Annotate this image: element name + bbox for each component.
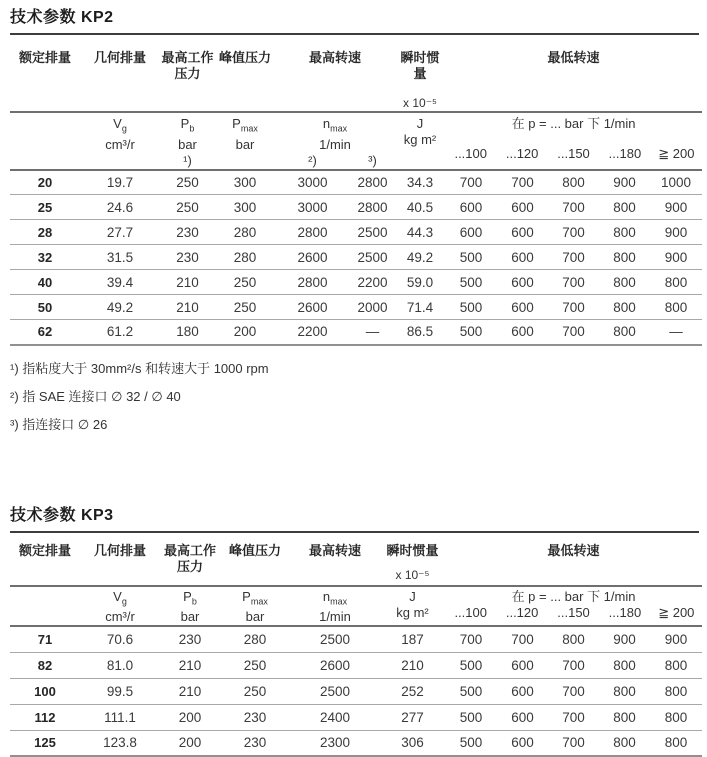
col-header-max-working-pressure: 最高工作 压力 xyxy=(160,533,220,586)
speed-col-200: ≧ 200 xyxy=(658,604,695,620)
col-header-min-speed: 最低转速 xyxy=(445,533,702,586)
col-header-peak-pressure: 峰值压力 xyxy=(215,35,275,112)
value-cell: 700 xyxy=(497,170,548,195)
value-cell: 700 xyxy=(445,626,497,652)
unit-vg: $V_g$ cm³/r xyxy=(80,586,160,627)
table-row xyxy=(10,270,702,295)
value-cell: 210 xyxy=(160,270,215,295)
value-cell: 230 xyxy=(220,704,290,730)
value-cell: 250 xyxy=(220,652,290,678)
inertia-factor: x 10⁻⁵ xyxy=(395,567,430,582)
value-cell: 250 xyxy=(220,678,290,704)
value-cell: 81.0 xyxy=(80,652,160,678)
rated-displacement-cell: 32 xyxy=(10,245,80,270)
rated-displacement-cell: 125 xyxy=(10,730,80,756)
value-cell: 500 xyxy=(445,270,497,295)
value-cell: 700 xyxy=(548,195,599,220)
value-cell: 800 xyxy=(650,270,702,295)
value-cell: — xyxy=(350,320,395,345)
value-cell: 500 xyxy=(445,678,497,704)
col-header-rated-displacement: 额定排量 xyxy=(10,35,80,112)
value-cell: 59.0 xyxy=(395,270,445,295)
col-header-rated-displacement: 额定排量 xyxy=(10,533,80,586)
unit-blank xyxy=(10,112,80,170)
table-row xyxy=(10,704,702,730)
value-cell: 700 xyxy=(548,678,599,704)
value-cell: 800 xyxy=(650,704,702,730)
value-cell: 44.3 xyxy=(395,220,445,245)
value-cell: 2500 xyxy=(350,220,395,245)
unit-nmax: $n_{max}$ 1/min xyxy=(290,586,380,627)
speed-col-100: ...100 xyxy=(454,146,487,161)
value-cell: 2800 xyxy=(275,220,350,245)
value-cell: 2200 xyxy=(275,320,350,345)
value-cell: 210 xyxy=(160,652,220,678)
value-cell: 2500 xyxy=(350,245,395,270)
value-cell: 19.7 xyxy=(80,170,160,195)
value-cell: 230 xyxy=(160,245,215,270)
value-cell: 500 xyxy=(445,730,497,756)
value-cell: 600 xyxy=(497,704,548,730)
kp3-table-body xyxy=(10,626,702,756)
value-cell: 34.3 xyxy=(395,170,445,195)
value-cell: 800 xyxy=(599,295,650,320)
value-cell: 600 xyxy=(445,220,497,245)
value-cell: 900 xyxy=(650,626,702,652)
footnote-mark-2: ²) xyxy=(308,152,317,168)
col-header-geometric-displacement: 几何排量 xyxy=(80,35,160,112)
value-cell: 306 xyxy=(380,730,445,756)
value-cell: 250 xyxy=(215,270,275,295)
value-cell: 200 xyxy=(160,704,220,730)
kp3-table xyxy=(10,533,702,757)
value-cell: 300 xyxy=(215,170,275,195)
value-cell: 500 xyxy=(445,652,497,678)
value-cell: 230 xyxy=(160,220,215,245)
table-row xyxy=(10,652,702,678)
value-cell: 800 xyxy=(650,730,702,756)
rated-displacement-cell: 62 xyxy=(10,320,80,345)
kp2-header-row-2 xyxy=(10,112,702,170)
value-cell: 230 xyxy=(160,626,220,652)
value-cell: 70.6 xyxy=(80,626,160,652)
col-header-min-speed: 最低转速 xyxy=(445,35,702,112)
rated-displacement-cell: 20 xyxy=(10,170,80,195)
value-cell: 800 xyxy=(599,320,650,345)
value-cell: 2800 xyxy=(350,195,395,220)
value-cell: 252 xyxy=(380,678,445,704)
table-row xyxy=(10,320,702,345)
unit-nmax: $n_{max}$ 1/min ²) ³) xyxy=(275,112,395,170)
value-cell: 61.2 xyxy=(80,320,160,345)
value-cell: 230 xyxy=(220,730,290,756)
kp2-table xyxy=(10,35,702,346)
value-cell: 600 xyxy=(497,270,548,295)
kp2-table-body xyxy=(10,170,702,345)
kp2-section xyxy=(10,8,702,444)
rated-displacement-cell: 28 xyxy=(10,220,80,245)
inertia-label: 瞬时惯量 xyxy=(400,50,440,81)
value-cell: 250 xyxy=(160,195,215,220)
kp3-page-title: 技术参数 KP3 xyxy=(10,506,114,524)
footnote: ³) 指连接口 ∅ 26 xyxy=(10,416,108,432)
speed-col-150: ...150 xyxy=(557,146,590,161)
value-cell: 700 xyxy=(548,220,599,245)
rated-displacement-cell: 40 xyxy=(10,270,80,295)
value-cell: 500 xyxy=(445,320,497,345)
value-cell: 600 xyxy=(497,195,548,220)
value-cell: 2600 xyxy=(290,652,380,678)
kp2-page-title: 技术参数 KP2 xyxy=(10,9,114,26)
rated-displacement-cell: 82 xyxy=(10,652,80,678)
table-row xyxy=(10,195,702,220)
footnote: ¹) 指粘度大于 30mm²/s 和转速大于 1000 rpm xyxy=(10,360,269,376)
value-cell: 2800 xyxy=(350,170,395,195)
value-cell: 900 xyxy=(650,195,702,220)
col-header-max-working-pressure: 最高工作 压力 xyxy=(160,35,215,112)
unit-blank xyxy=(10,586,80,627)
col-header-max-speed: 最高转速 xyxy=(275,35,395,112)
col-header-peak-pressure: 峰值压力 xyxy=(220,533,290,586)
value-cell: 800 xyxy=(599,704,650,730)
speed-col-150: ...150 xyxy=(557,604,590,620)
value-cell: 200 xyxy=(215,320,275,345)
col-header-max-speed: 最高转速 xyxy=(290,533,380,586)
unit-vg: $V_g$ cm³/r xyxy=(80,112,160,170)
value-cell: 40.5 xyxy=(395,195,445,220)
unit-inertia: J kg m² xyxy=(395,112,445,170)
value-cell: 600 xyxy=(497,678,548,704)
value-cell: 600 xyxy=(497,730,548,756)
footnote-mark-1: ¹) xyxy=(183,152,192,168)
min-speed-condition: 在 p = ... bar 下 1/min xyxy=(511,588,636,604)
value-cell: 700 xyxy=(445,170,497,195)
value-cell: 700 xyxy=(548,730,599,756)
value-cell: 2600 xyxy=(275,245,350,270)
value-cell: 600 xyxy=(445,195,497,220)
unit-min-speed xyxy=(445,112,702,170)
col-header-inertia xyxy=(395,35,445,112)
kp3-section xyxy=(10,506,702,757)
value-cell: 700 xyxy=(548,270,599,295)
value-cell: 2500 xyxy=(290,626,380,652)
value-cell: 900 xyxy=(650,245,702,270)
value-cell: 250 xyxy=(160,170,215,195)
value-cell: 700 xyxy=(548,320,599,345)
value-cell: 800 xyxy=(650,678,702,704)
value-cell: 280 xyxy=(215,245,275,270)
value-cell: 24.6 xyxy=(80,195,160,220)
value-cell: 210 xyxy=(380,652,445,678)
value-cell: 800 xyxy=(599,678,650,704)
value-cell: 700 xyxy=(548,295,599,320)
value-cell: 500 xyxy=(445,704,497,730)
footnote: ²) 指 SAE 连接口 ∅ 32 / ∅ 40 xyxy=(10,388,181,404)
value-cell: 2600 xyxy=(275,295,350,320)
value-cell: 900 xyxy=(650,220,702,245)
value-cell: 180 xyxy=(160,320,215,345)
speed-col-200: ≧ 200 xyxy=(658,146,695,161)
value-cell: 900 xyxy=(599,170,650,195)
value-cell: 800 xyxy=(650,295,702,320)
speed-col-120: ...120 xyxy=(505,604,539,620)
rated-displacement-cell: 25 xyxy=(10,195,80,220)
value-cell: 111.1 xyxy=(80,704,160,730)
col-header-inertia xyxy=(380,533,445,586)
value-cell: 600 xyxy=(497,652,548,678)
value-cell: 2800 xyxy=(275,270,350,295)
value-cell: 187 xyxy=(380,626,445,652)
value-cell: 200 xyxy=(160,730,220,756)
footnote-mark-3: ³) xyxy=(368,152,377,168)
kp3-table-header xyxy=(10,533,702,627)
value-cell: 800 xyxy=(599,220,650,245)
value-cell: 39.4 xyxy=(80,270,160,295)
value-cell: 800 xyxy=(548,626,599,652)
value-cell: 600 xyxy=(497,295,548,320)
value-cell: 500 xyxy=(445,245,497,270)
table-row xyxy=(10,678,702,704)
value-cell: 800 xyxy=(599,245,650,270)
unit-pb: $P_b$ bar xyxy=(160,586,220,627)
value-cell: 2300 xyxy=(290,730,380,756)
min-speed-subcolumns xyxy=(445,146,702,162)
value-cell: 2000 xyxy=(350,295,395,320)
value-cell: 277 xyxy=(380,704,445,730)
value-cell: 49.2 xyxy=(395,245,445,270)
value-cell: 280 xyxy=(215,220,275,245)
table-row xyxy=(10,295,702,320)
value-cell: 800 xyxy=(599,195,650,220)
speed-col-180: ...180 xyxy=(608,146,642,161)
value-cell: 800 xyxy=(548,170,599,195)
value-cell: 210 xyxy=(160,678,220,704)
value-cell: 700 xyxy=(497,626,548,652)
value-cell: 700 xyxy=(548,245,599,270)
kp3-header-row-2 xyxy=(10,586,702,627)
table-row xyxy=(10,626,702,652)
table-row xyxy=(10,220,702,245)
min-speed-condition: 在 p = ... bar 下 1/min xyxy=(511,116,636,131)
speed-col-120: ...120 xyxy=(505,146,539,161)
min-speed-subcolumns xyxy=(445,605,702,621)
inertia-factor: x 10⁻⁵ xyxy=(403,96,438,110)
value-cell: 1000 xyxy=(650,170,702,195)
col-header-geometric-displacement: 几何排量 xyxy=(80,533,160,586)
value-cell: 49.2 xyxy=(80,295,160,320)
rated-displacement-cell: 100 xyxy=(10,678,80,704)
value-cell: 2200 xyxy=(350,270,395,295)
value-cell: 300 xyxy=(215,195,275,220)
value-cell: 600 xyxy=(497,220,548,245)
table-row xyxy=(10,245,702,270)
speed-col-100: ...100 xyxy=(454,604,487,620)
value-cell: 700 xyxy=(548,704,599,730)
kp2-footnotes xyxy=(10,360,702,444)
unit-min-speed xyxy=(445,586,702,627)
value-cell: 700 xyxy=(548,652,599,678)
value-cell: 600 xyxy=(497,245,548,270)
value-cell: 800 xyxy=(599,730,650,756)
value-cell: 31.5 xyxy=(80,245,160,270)
value-cell: 800 xyxy=(599,652,650,678)
kp2-table-header xyxy=(10,35,702,170)
value-cell: 210 xyxy=(160,295,215,320)
value-cell: 250 xyxy=(215,295,275,320)
rated-displacement-cell: 50 xyxy=(10,295,80,320)
value-cell: 800 xyxy=(650,652,702,678)
unit-inertia: J kg m² xyxy=(380,586,445,627)
value-cell: 800 xyxy=(599,270,650,295)
value-cell: 99.5 xyxy=(80,678,160,704)
unit-pmax: $P_{max}$ bar xyxy=(220,586,290,627)
value-cell: 27.7 xyxy=(80,220,160,245)
rated-displacement-cell: 112 xyxy=(10,704,80,730)
unit-pmax: $P_{max}$ bar xyxy=(215,112,275,170)
value-cell: 71.4 xyxy=(395,295,445,320)
value-cell: 86.5 xyxy=(395,320,445,345)
kp3-header-row-1 xyxy=(10,533,702,586)
value-cell: 2400 xyxy=(290,704,380,730)
value-cell: 500 xyxy=(445,295,497,320)
value-cell: 280 xyxy=(220,626,290,652)
table-row xyxy=(10,170,702,195)
value-cell: — xyxy=(650,320,702,345)
rated-displacement-cell: 71 xyxy=(10,626,80,652)
value-cell: 3000 xyxy=(275,170,350,195)
kp2-header-row-1 xyxy=(10,35,702,112)
speed-col-180: ...180 xyxy=(608,604,642,620)
value-cell: 123.8 xyxy=(80,730,160,756)
value-cell: 600 xyxy=(497,320,548,345)
value-cell: 2500 xyxy=(290,678,380,704)
inertia-label: 瞬时惯量 xyxy=(386,542,439,558)
value-cell: 900 xyxy=(599,626,650,652)
table-row xyxy=(10,730,702,756)
value-cell: 3000 xyxy=(275,195,350,220)
unit-pb: $P_b$ bar ¹) xyxy=(160,112,215,170)
